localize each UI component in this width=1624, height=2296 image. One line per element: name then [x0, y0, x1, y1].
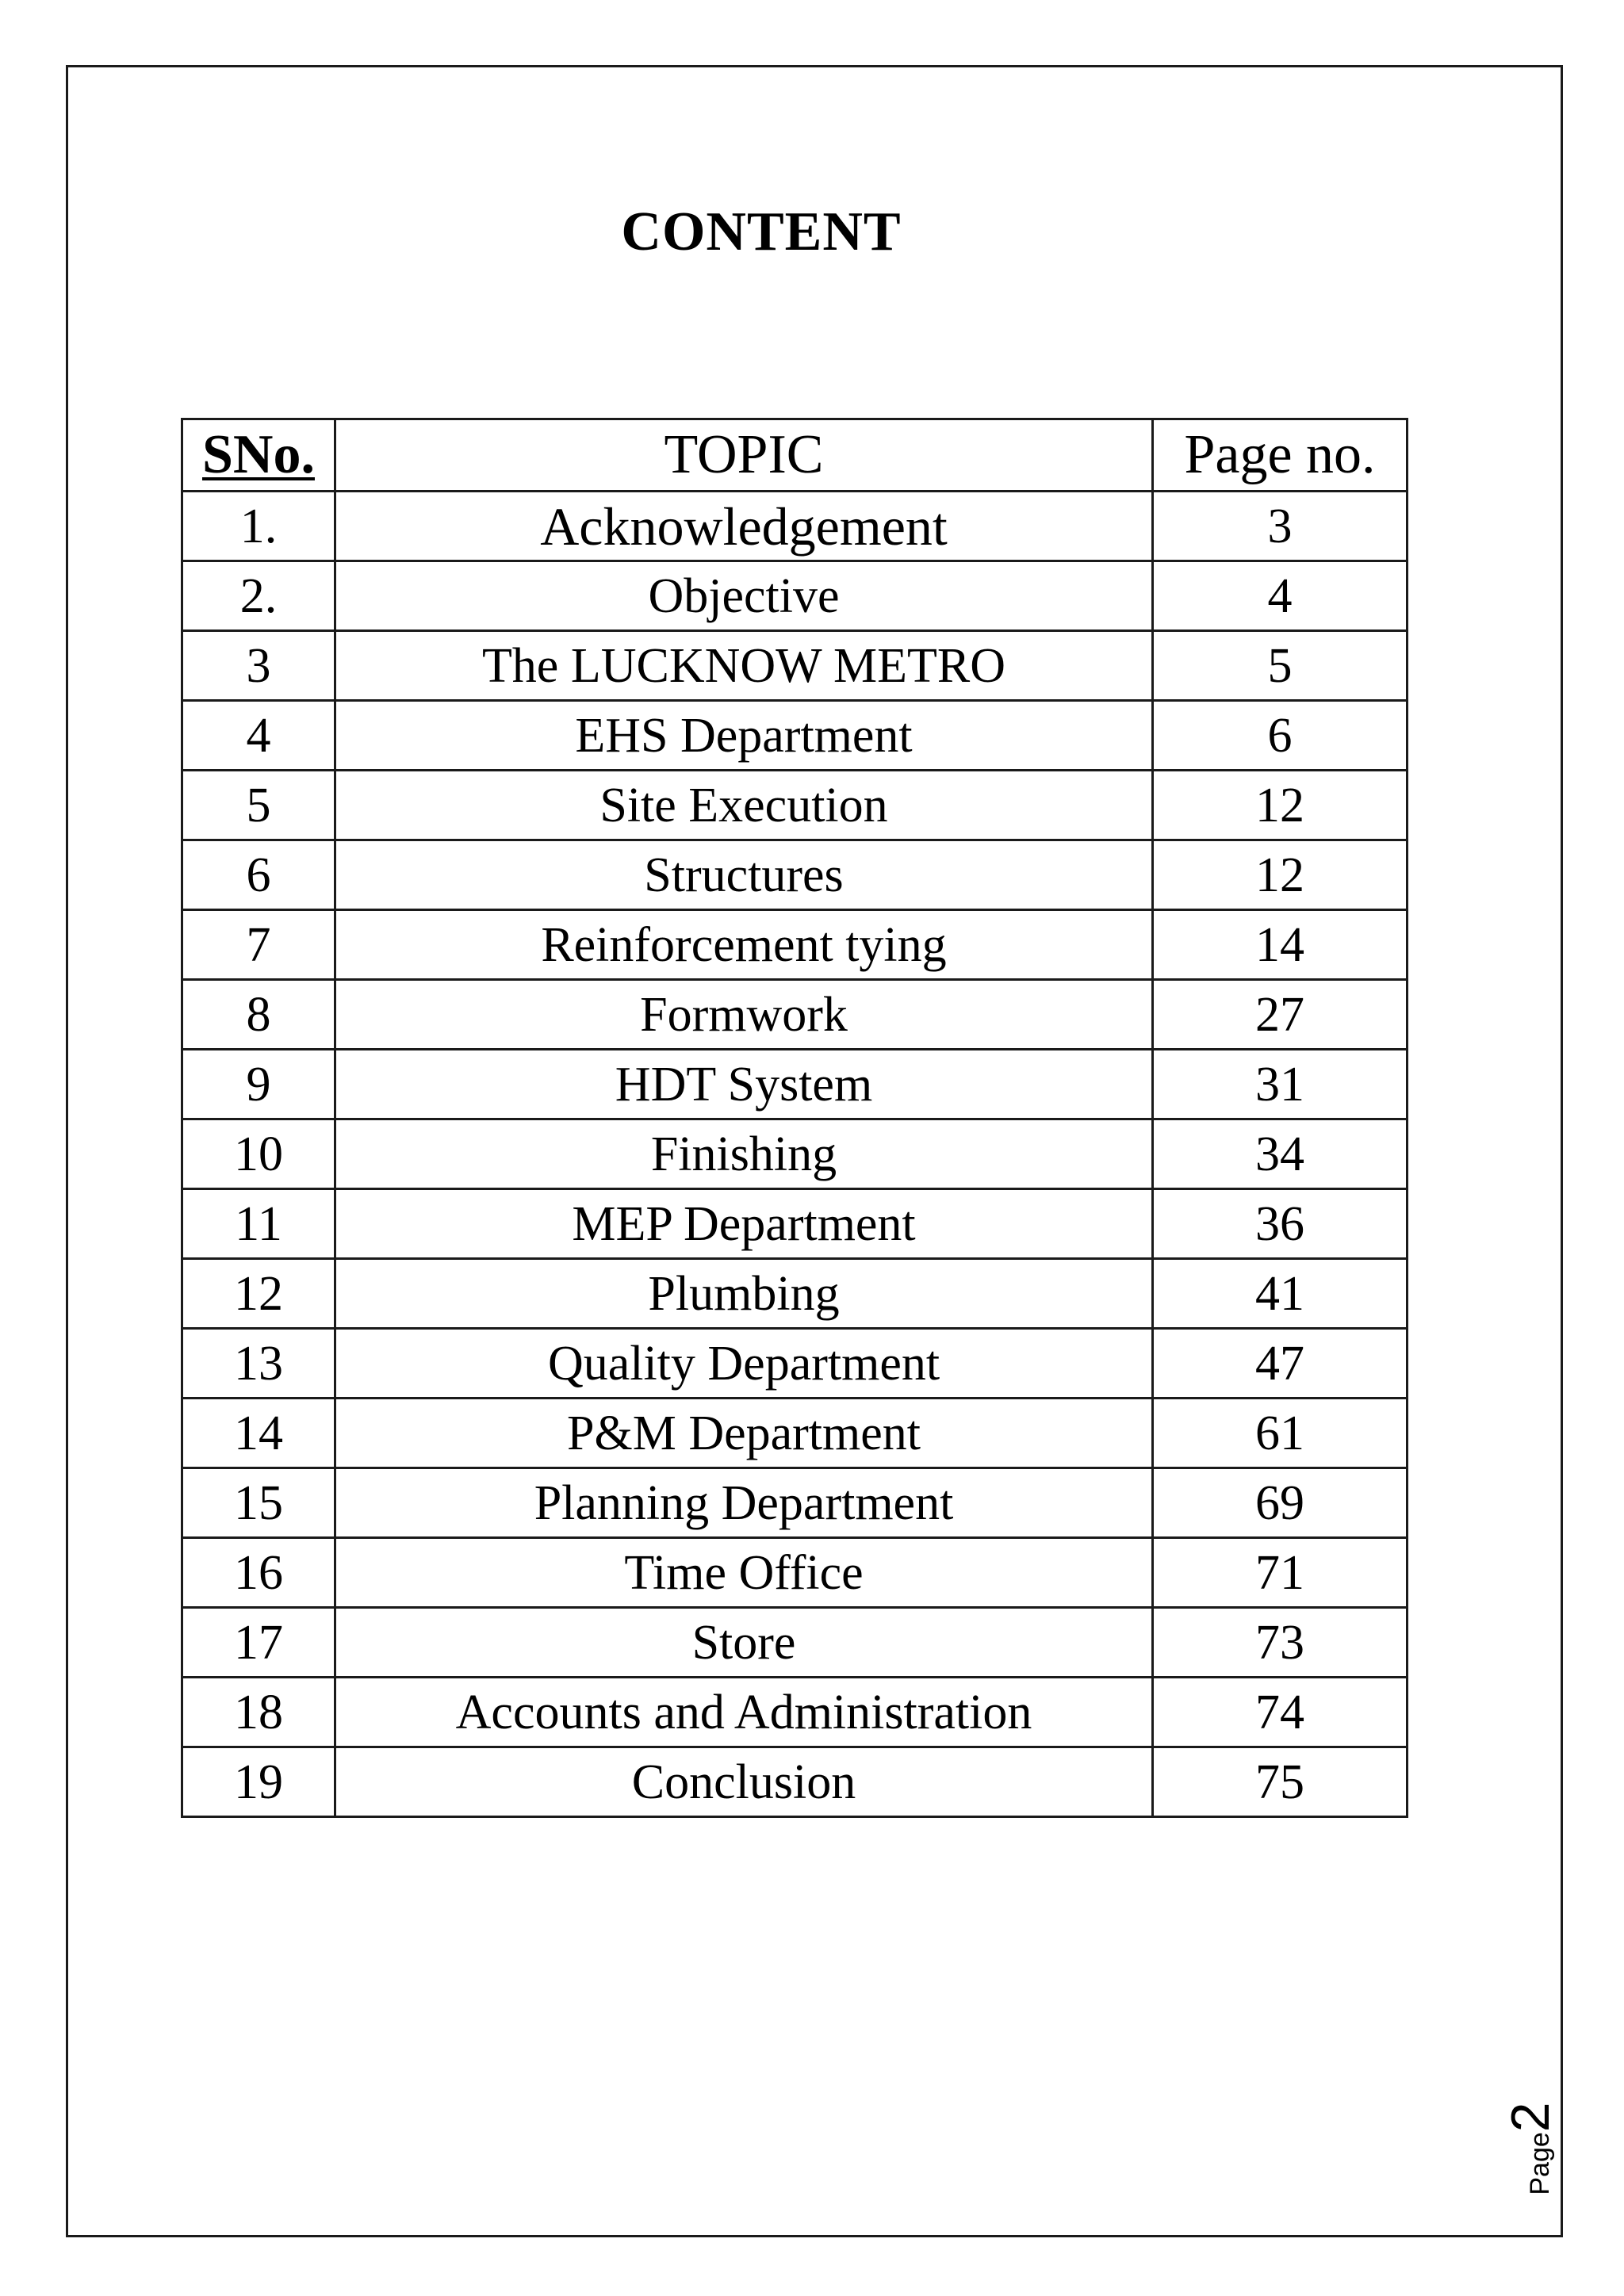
sno-cell: 18 [182, 1678, 335, 1747]
page-number [1500, 2093, 1561, 2204]
page-label: Page [1525, 2132, 1555, 2195]
table-row [182, 1119, 1408, 1189]
page-cell: 71 [1153, 1538, 1408, 1608]
sno-cell: 5 [182, 771, 335, 840]
page-cell: 41 [1153, 1259, 1408, 1329]
page-cell: 69 [1153, 1468, 1408, 1538]
sno-cell: 14 [182, 1399, 335, 1468]
topic-cell: Formwork [335, 980, 1153, 1050]
page-cell: 75 [1153, 1747, 1408, 1817]
contents-table [181, 418, 1408, 1818]
page-cell: 4 [1153, 561, 1408, 631]
table-row [182, 1678, 1408, 1747]
topic-cell: Acknowledgement [335, 492, 1153, 561]
topic-cell: Finishing [335, 1119, 1153, 1189]
page-cell: 14 [1153, 910, 1408, 980]
page-cell: 34 [1153, 1119, 1408, 1189]
topic-cell: Store [335, 1608, 1153, 1678]
topic-cell: Reinforcement tying [335, 910, 1153, 980]
topic-cell: Time Office [335, 1538, 1153, 1608]
sno-cell: 4 [182, 701, 335, 771]
topic-cell: Quality Department [335, 1329, 1153, 1399]
column-header-topic: TOPIC [335, 419, 1153, 492]
page-cell: 6 [1153, 701, 1408, 771]
page-cell: 36 [1153, 1189, 1408, 1259]
table-row [182, 1329, 1408, 1399]
table-row [182, 1050, 1408, 1119]
table-header-row [182, 419, 1408, 492]
table-row [182, 910, 1408, 980]
topic-cell: Site Execution [335, 771, 1153, 840]
table-row [182, 1399, 1408, 1468]
page-number-value: 2 [1500, 2102, 1561, 2133]
page-cell: 61 [1153, 1399, 1408, 1468]
table-row [182, 631, 1408, 701]
page-cell: 74 [1153, 1678, 1408, 1747]
table-row [182, 1608, 1408, 1678]
table-row [182, 561, 1408, 631]
page-cell: 27 [1153, 980, 1408, 1050]
table-row [182, 1468, 1408, 1538]
topic-cell: P&M Department [335, 1399, 1153, 1468]
page-cell: 73 [1153, 1608, 1408, 1678]
column-header-sno: SNo. [182, 419, 335, 492]
page-cell: 12 [1153, 771, 1408, 840]
topic-cell: EHS Department [335, 701, 1153, 771]
page-cell: 3 [1153, 492, 1408, 561]
sno-cell: 6 [182, 840, 335, 910]
sno-cell: 15 [182, 1468, 335, 1538]
sno-cell: 12 [182, 1259, 335, 1329]
topic-cell: Planning Department [335, 1468, 1153, 1538]
sno-cell: 7 [182, 910, 335, 980]
topic-cell: HDT System [335, 1050, 1153, 1119]
sno-cell: 1. [182, 492, 335, 561]
topic-cell: The LUCKNOW METRO [335, 631, 1153, 701]
column-header-page: Page no. [1153, 419, 1408, 492]
topic-cell: Conclusion [335, 1747, 1153, 1817]
page-cell: 12 [1153, 840, 1408, 910]
topic-cell: MEP Department [335, 1189, 1153, 1259]
table-row [182, 1747, 1408, 1817]
table-row [182, 980, 1408, 1050]
sno-cell: 10 [182, 1119, 335, 1189]
page-number-rotated [1500, 2102, 1561, 2195]
topic-cell: Plumbing [335, 1259, 1153, 1329]
sno-cell: 16 [182, 1538, 335, 1608]
topic-cell: Objective [335, 561, 1153, 631]
sno-cell: 2. [182, 561, 335, 631]
table-row [182, 701, 1408, 771]
table-row [182, 1259, 1408, 1329]
sno-cell: 3 [182, 631, 335, 701]
table-row [182, 771, 1408, 840]
sno-cell: 11 [182, 1189, 335, 1259]
table-row [182, 1538, 1408, 1608]
sno-cell: 19 [182, 1747, 335, 1817]
table-row [182, 1189, 1408, 1259]
topic-cell: Accounts and Administration [335, 1678, 1153, 1747]
topic-cell: Structures [335, 840, 1153, 910]
sno-cell: 17 [182, 1608, 335, 1678]
page-cell: 47 [1153, 1329, 1408, 1399]
page-cell: 31 [1153, 1050, 1408, 1119]
page-title: CONTENT [621, 201, 902, 262]
sno-cell: 8 [182, 980, 335, 1050]
page-cell: 5 [1153, 631, 1408, 701]
sno-cell: 13 [182, 1329, 335, 1399]
table-row [182, 492, 1408, 561]
sno-cell: 9 [182, 1050, 335, 1119]
table-row [182, 840, 1408, 910]
